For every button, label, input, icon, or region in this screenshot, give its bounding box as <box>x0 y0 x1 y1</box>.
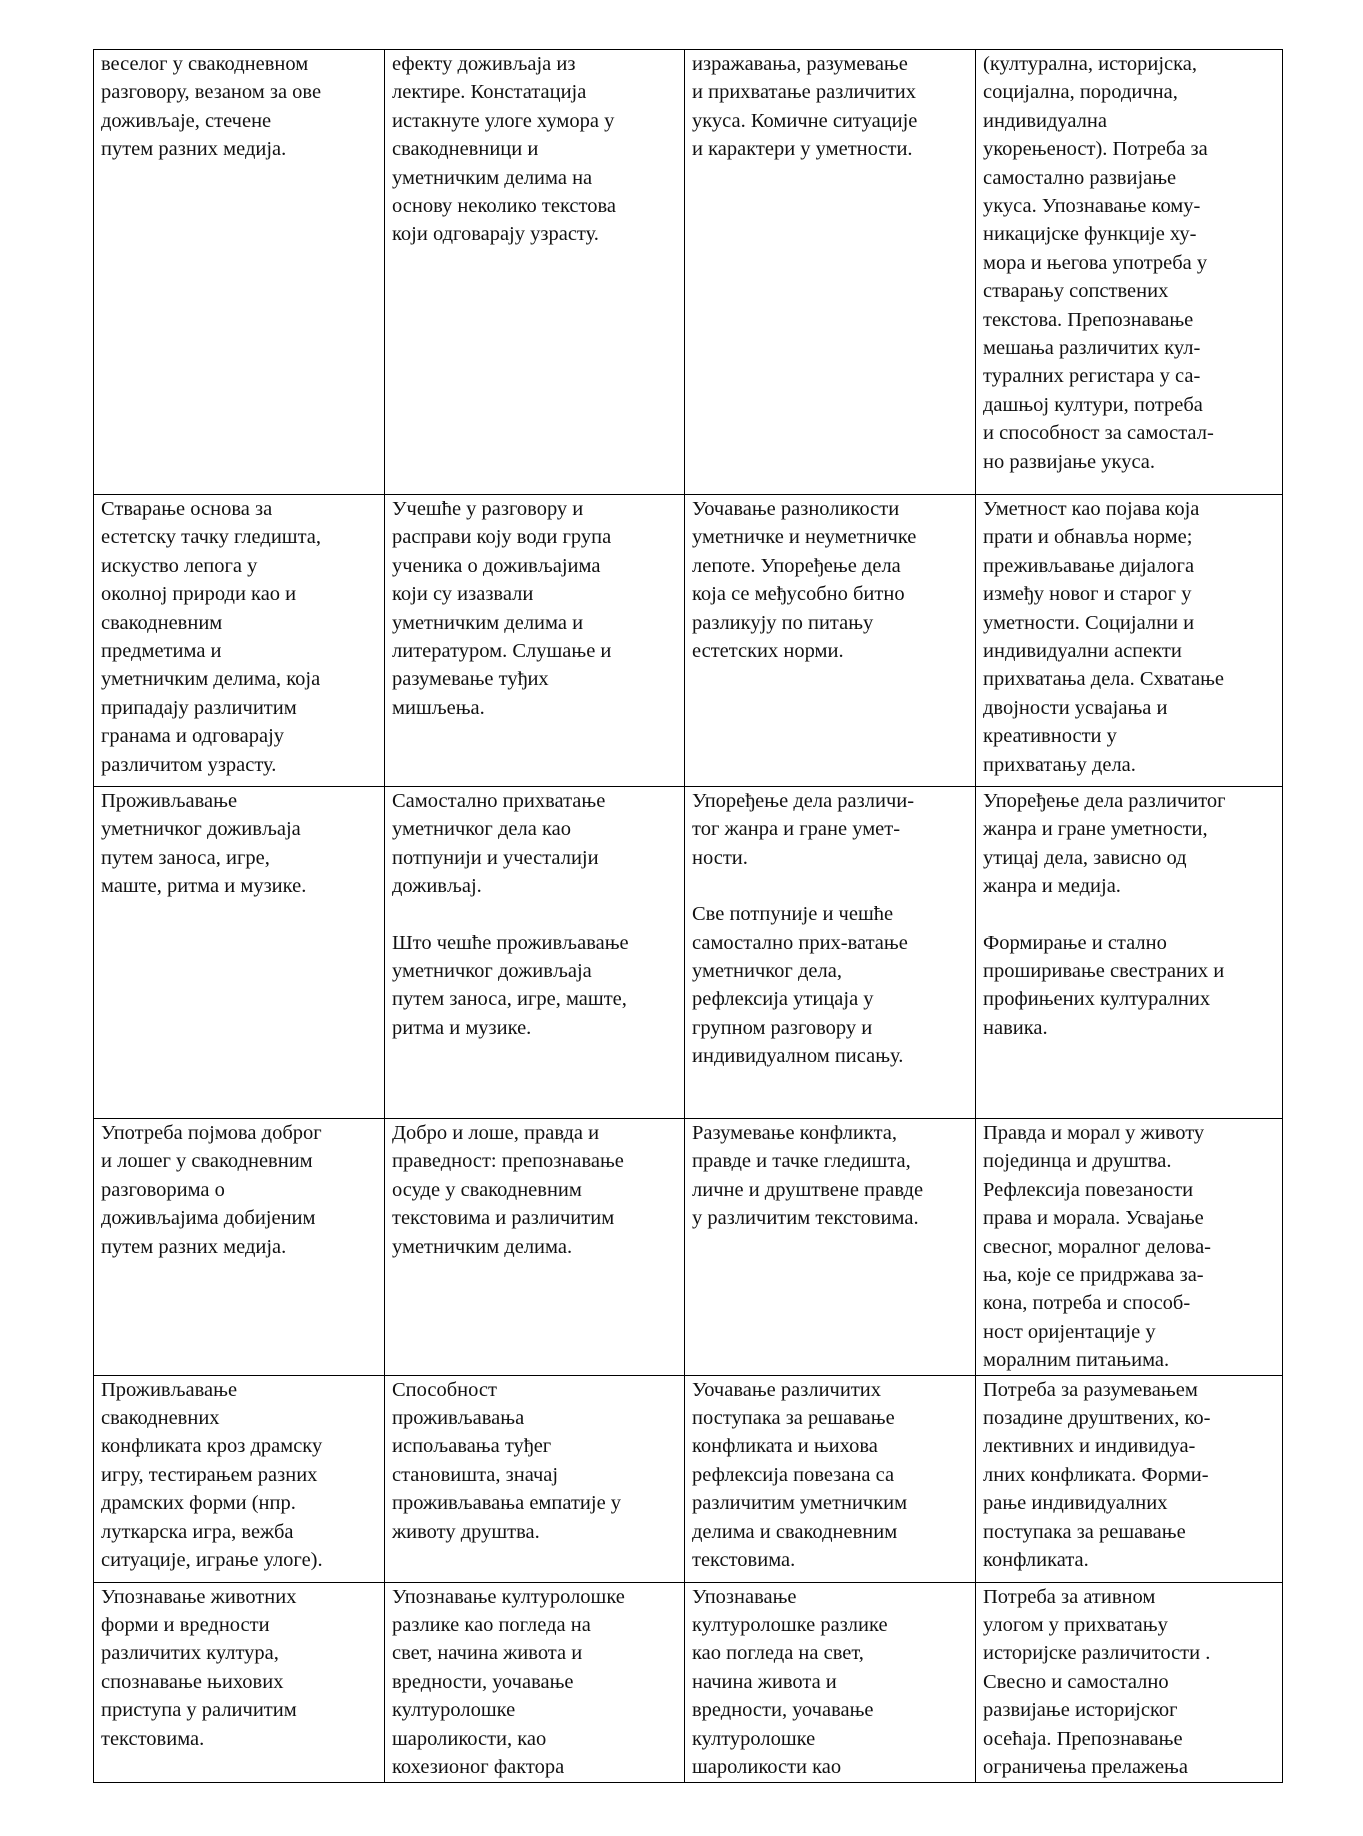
cell-paragraph: веселог у свакодневном разговору, везаном за ове доживљаје, стечене путем разних медија. <box>101 53 322 161</box>
table-cell <box>94 495 385 787</box>
table-cell <box>94 50 385 495</box>
table-cell <box>385 787 685 1119</box>
cell-paragraph: Добро и лоше, правда и праведност: препознавање осуде у свакодневним текстовима и различитим уметничким делима. <box>392 1122 624 1258</box>
table-cell <box>685 787 976 1119</box>
table-row <box>94 1119 1283 1376</box>
table-cell <box>94 1119 385 1376</box>
table-cell <box>685 495 976 787</box>
table-cell <box>976 50 1283 495</box>
cell-paragraph: Упознавање културолошке разлике као погледа на свет, начина живота и вредности, уочавање културолошке шароликости као <box>692 1585 888 1779</box>
table-cell <box>385 1375 685 1582</box>
table-cell <box>685 1119 976 1376</box>
table-cell <box>976 1119 1283 1376</box>
cell-paragraph: Проживљавање уметничког доживљаја путем заноса, игре, маште, ритма и музике. <box>101 790 307 898</box>
cell-paragraph: Учешће у разговору и расправи коју води група ученика о доживљајима који су изазвали уметничким делима и литературом. Слушање и разумевање туђих мишљења. <box>392 498 612 719</box>
cell-paragraph: Уметност као појава која прати и обнавља норме; преживљавање дијалога између новог и старог у уметности. Социјални и индивидуални аспекти прихватања дела. Схватање двојности усвајања и креативности у прихватању дела. <box>983 498 1225 776</box>
cell-paragraph: Стварање основа за естетску тачку гледишта, искуство лепога у околној природи као и свакодневним предметима и уметничким делима, која припадају различитим гранама и одговарају различитом узрасту. <box>101 498 322 776</box>
table-row <box>94 1375 1283 1582</box>
table-cell <box>385 495 685 787</box>
table-cell <box>976 1582 1283 1782</box>
cell-paragraph: Разумевање конфликта, правде и тачке гледишта, личне и друштвене правде у различитим текстовима. <box>692 1122 924 1230</box>
table-row <box>94 50 1283 495</box>
cell-paragraph: Упоређење дела различи- тог жанра и гране умет- ности. <box>692 790 915 869</box>
cell-paragraph: Упоређење дела различитог жанра и гране уметности, утицај дела, зависно од жанра и медија. <box>983 790 1226 898</box>
cell-paragraph: Уочавање различитих поступака за решавање конфликата и њихова рефлексија повезана са различитим уметничким делима и свакодневним текстовима. <box>692 1378 908 1572</box>
cell-paragraph: Што чешће проживљавање уметничког доживљаја путем заноса, игре, маште, ритма и музике. <box>392 931 629 1039</box>
cell-paragraph: Потреба за разумевањем позадине друштвених, ко- лективних и индивидуа- лних конфликата. Форми- рање индивидуалних поступака за решавање конфликата. <box>983 1378 1211 1572</box>
cell-paragraph: ефекту доживљаја из лектире. Констатација истакнуте улоге хумора у свакодневници и уметничким делима на основу неколико текстова који одговарају узрасту. <box>392 53 616 246</box>
paragraph-gap <box>692 872 969 900</box>
cell-paragraph: изражавања, разумевање и прихватање различитих укуса. Комичне ситуације и карактери у уметности. <box>692 53 918 161</box>
cell-paragraph: Све потпуније и чешће самостално прих-ватање уметничког дела, рефлексија утицаја у групном разговору и индивидуалном писању. <box>692 903 908 1068</box>
paragraph-gap <box>983 901 1276 929</box>
table-cell <box>385 1582 685 1782</box>
cell-paragraph: Упознавање културолошке разлике као погледа на свет, начина живота и вредности, уочавање културолошке шароликости, као кохезионог фактора <box>392 1585 625 1779</box>
cell-paragraph: Способност проживљавања испољавања туђег становишта, значај проживљавања емпатије у животу друштва. <box>392 1378 622 1543</box>
table-row <box>94 1582 1283 1782</box>
table-cell <box>685 50 976 495</box>
cell-paragraph: Употреба појмова доброг и лошег у свакодневним разговорима о доживљајима добијеним путем разних медија. <box>101 1122 322 1258</box>
cell-paragraph: Потреба за ативном улогом у прихватању историјске различитости . Свесно и самостално развијање историјског осећаја. Препознавање ограничења прелажења <box>983 1585 1211 1779</box>
table-cell <box>385 1119 685 1376</box>
cell-paragraph: Самостално прихватање уметничког дела као потпунији и учесталији доживљај. <box>392 790 606 898</box>
table-cell <box>94 1375 385 1582</box>
cell-paragraph: Упознавање животних форми и вредности различитих култура, спознавање њихових приступа у раличитим текстовима. <box>101 1585 297 1750</box>
table-cell <box>94 1582 385 1782</box>
table-cell <box>976 787 1283 1119</box>
paragraph-gap <box>392 901 678 929</box>
table-row <box>94 787 1283 1119</box>
table-cell <box>385 50 685 495</box>
cell-paragraph: Проживљавање свакодневних конфликата кроз драмску игру, тестирањем разних драмских форми (нпр. луткарска игра, вежба ситуације, играње улоге). <box>101 1378 323 1572</box>
cell-paragraph: Правда и морал у животу појединца и друштва. Рефлексија повезаности права и морала. Усвајање свесног, моралног делова- ња, које се придржава за- кона, потреба и способ- ност оријентације у моралним питањима. <box>983 1122 1212 1372</box>
curriculum-table <box>93 49 1283 1783</box>
cell-paragraph: Формирање и стално проширивање свестраних и профињених културалних навика. <box>983 931 1225 1039</box>
table-cell <box>94 787 385 1119</box>
table-cell <box>976 1375 1283 1582</box>
table-row <box>94 495 1283 787</box>
table-cell <box>685 1582 976 1782</box>
cell-paragraph: Уочавање разноликости уметничке и неуметничке лепоте. Упоређење дела која се међусобно битно разликују по питању естетских норми. <box>692 498 917 663</box>
table-cell <box>976 495 1283 787</box>
table-cell <box>685 1375 976 1582</box>
cell-paragraph: (културална, историјска, социјална, породична, индивидуална укорењеност). Потреба за самостално развијање укуса. Упознавање кому- никацијске функције ху- мора и његова употреба у стварању сопствених текстова. Препознавање мешања различитих кул- туралних регистара у са- дашњој култури, потреба и способност за самостал- но развијање укуса. <box>983 53 1214 473</box>
